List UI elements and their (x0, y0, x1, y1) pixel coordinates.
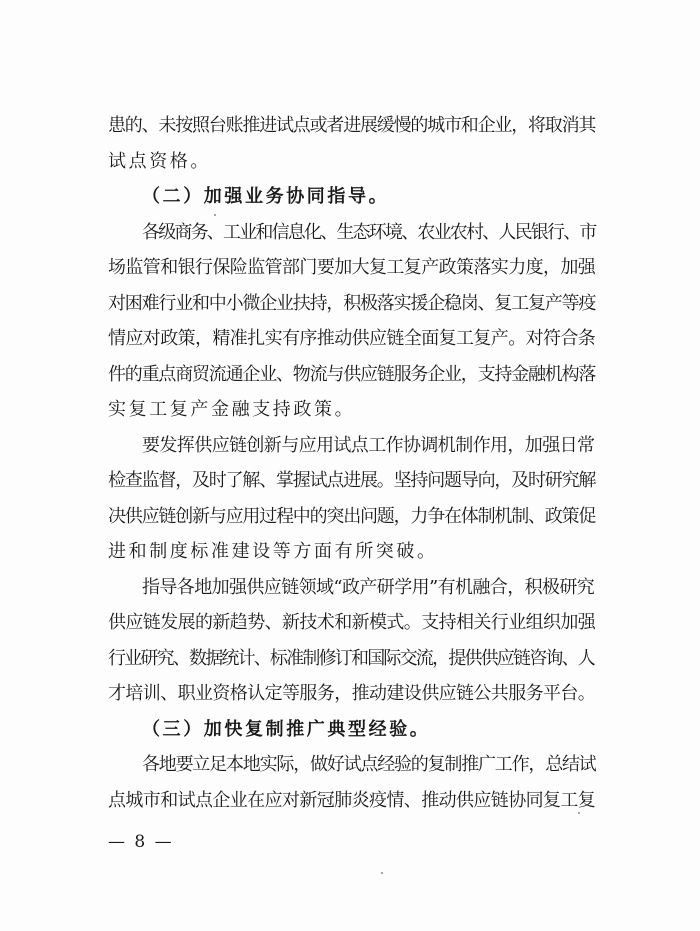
text-line: 决供应链创新与应用过程中的突出问题，力争在体制机制、政策促 (108, 505, 596, 527)
scan-speck (578, 812, 580, 814)
paragraph-first-line: 各级商务、工业和信息化、生态环境、农业农村、人民银行、市 (142, 221, 596, 243)
text-line: 患的、未按照台账推进试点或者进展缓慢的城市和企业，将取消其 (108, 115, 596, 136)
scan-speck (214, 214, 216, 216)
text-line: 实复工复产金融支持政策。 (108, 399, 356, 420)
text-line: 件的重点商贸流通企业、物流与供应链服务企业，支持金融机构落 (108, 363, 596, 385)
text-line: 对困难行业和中小微企业扶持，积极落实援企稳岗、复工复产等疫 (108, 292, 596, 314)
text-line: 检查监督，及时了解、掌握试点进展。坚持问题导向，及时研究解 (108, 470, 596, 491)
text-line: 试点资格。 (108, 150, 211, 172)
body-text (108, 108, 598, 818)
page-number: — 8 — (108, 832, 174, 852)
text-line: 才培训、职业资格认定等服务，推动建设供应链公共服务平台。 (108, 683, 596, 704)
text-line: 点城市和试点企业在应对新冠肺炎疫情、推动供应链协同复工复 (108, 789, 596, 811)
section-heading: （二）加强业务协同指导。 (142, 186, 390, 207)
text-line: 进和制度标准建设等方面有所突破。 (108, 541, 438, 562)
paragraph-first-line: 各地要立足本地实际，做好试点经验的复制推广工作，总结试 (142, 754, 596, 775)
text-line: 场监管和银行保险监管部门要加大复工复产政策落实力度，加强 (108, 257, 596, 278)
text-line: 行业研究、数据统计、标准制修订和国际交流，提供供应链咨询、人 (108, 647, 594, 669)
paragraph-first-line: 指导各地加强供应链领域“政产研学用”有机融合，积极研究 (142, 576, 595, 598)
scan-speck (381, 872, 383, 874)
text-line: 供应链发展的新趋势、新技术和新模式。支持相关行业组织加强 (108, 612, 596, 633)
section-heading: （三）加快复制推广典型经验。 (142, 718, 431, 740)
paragraph-first-line: 要发挥供应链创新与应用试点工作协调机制作用，加强日常 (142, 434, 595, 456)
text-line: 情应对政策，精准扎实有序推动供应链全面复工复产。对符合条 (108, 328, 596, 349)
